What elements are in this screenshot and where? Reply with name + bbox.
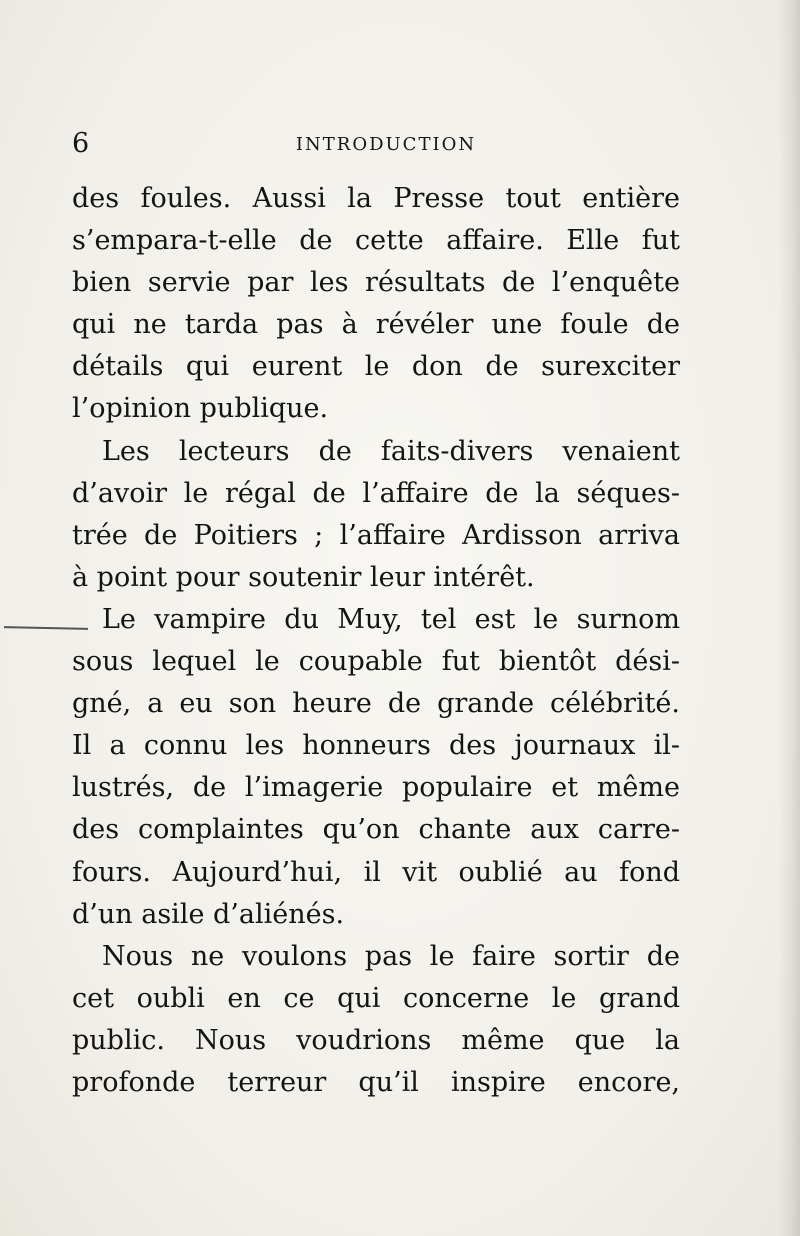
text-line: lustrés, de l’imagerie populaire et même: [72, 772, 680, 804]
text-line: public. Nous voudrions même que la: [72, 1024, 680, 1056]
text-line: trée de Poitiers ; l’affaire Ardisson arriva: [72, 519, 680, 551]
text-line: Il a connu les honneurs des journaux il-: [72, 730, 680, 762]
text-line: des foules. Aussi la Presse tout entière: [72, 183, 680, 214]
text-line: bien servie par les résultats de l’enquête: [72, 267, 680, 299]
text-line: Nous ne voulons pas le faire sortir de: [102, 940, 680, 972]
page-edge-shadow: [778, 0, 800, 1236]
text-line: sous lequel le coupable fut bientôt dési-: [72, 646, 680, 678]
text-line: cet oubli en ce qui concerne le grand: [72, 982, 680, 1014]
text-line: détails qui eurent le don de surexciter: [72, 351, 680, 383]
text-line: profonde terreur qu’il inspire encore,: [72, 1066, 680, 1098]
text-line: des complaintes qu’on chante aux carre-: [72, 814, 680, 846]
page-number: 6: [72, 128, 90, 159]
text-line: d’un asile d’aliénés.: [72, 898, 345, 930]
running-title: INTRODUCTION: [295, 134, 477, 155]
text-line: à point pour soutenir leur intérêt.: [72, 561, 535, 593]
page-header: [72, 126, 680, 166]
text-line: Le vampire du Muy, tel est le surnom: [102, 603, 680, 635]
text-line: gné, a eu son heure de grande célébrité.: [72, 688, 680, 720]
text-line: s’empara-t-elle de cette affaire. Elle fut: [72, 225, 680, 257]
body-text: [72, 178, 680, 1104]
text-line: qui ne tarda pas à révéler une foule de: [72, 309, 680, 341]
text-line: fours. Aujourd’hui, il vit oublié au fond: [72, 856, 680, 888]
text-line: d’avoir le régal de l’affaire de la séques-: [72, 477, 680, 509]
text-line: l’opinion publique.: [72, 393, 329, 425]
text-line: Les lecteurs de faits-divers venaient: [102, 435, 680, 467]
